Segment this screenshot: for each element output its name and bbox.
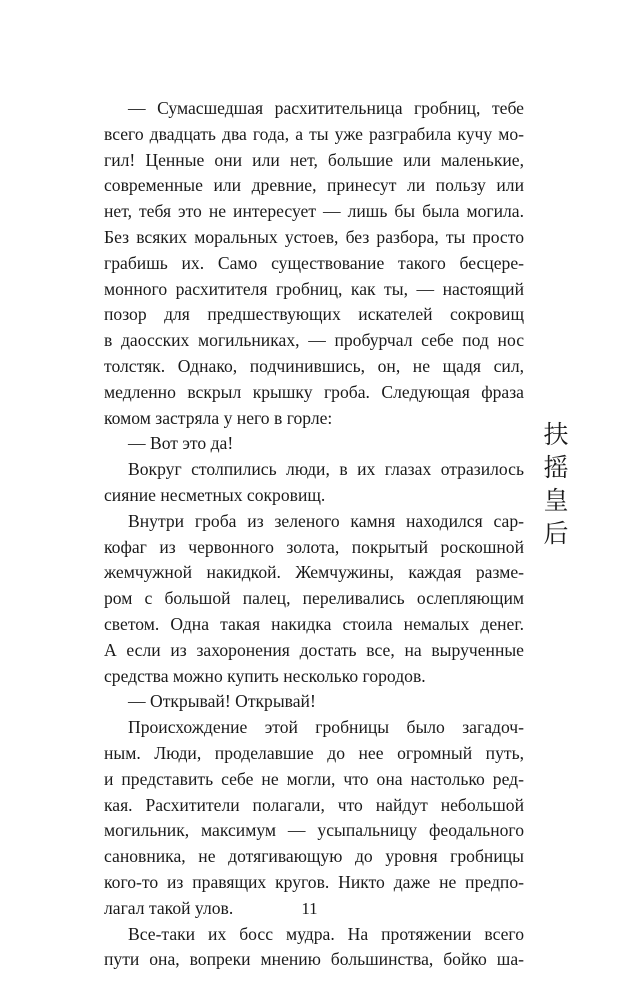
text-line: медленно вскрыл крышку гроба. Следующая фраза: [104, 381, 524, 402]
text-line: светом. Одна такая накидка стоила немалых денег.: [104, 613, 524, 634]
side-title-char: 扶: [543, 420, 569, 449]
text-line: сановника, не дотягивающую до уровня гробницы: [104, 846, 524, 867]
text-line: Вокруг столпились люди, в их глазах отразилось: [128, 459, 524, 480]
text-line: гил! Ценные они или нет, большие или маленькие,: [104, 149, 524, 170]
text-line: позор для предшествующих искателей сокровищ: [104, 304, 524, 325]
text-line: нет, тебя это не интересует — лишь бы была могила.: [104, 201, 524, 222]
text-line: Все-таки их босс мудра. На протяжении всего: [128, 923, 524, 944]
text-line: — Сумасшедшая расхитительница гробниц, тебе: [128, 98, 524, 118]
text-line: ром с большой палец, переливались ослепляющим: [104, 588, 524, 609]
text-line: и представить себе не могли, что она настолько ред-: [104, 768, 524, 789]
body-text: [104, 96, 524, 973]
text-line: кого-то из правящих кругов. Никто даже не предпо-: [104, 871, 524, 892]
text-line: могильник, максимум — усыпальницу феодального: [104, 820, 524, 841]
text-line: комом застряла у него в горле:: [104, 407, 333, 428]
text-line: ным. Люди, проделавшие до нее огромный путь,: [104, 742, 524, 763]
text-line: всего двадцать два года, а ты уже разграбила кучу мо-: [104, 123, 524, 144]
text-line: кофаг из червонного золота, покрытый роскошной: [104, 536, 524, 557]
text-line: А если из захоронения достать все, на вырученные: [104, 639, 524, 660]
text-line: монного расхитителя гробниц, как ты, — настоящий: [104, 278, 524, 299]
text-line: лагал такой улов.: [104, 897, 234, 918]
side-title-char: 摇: [543, 453, 569, 482]
text-line: кая. Расхитители полагали, что найдут небольшой: [104, 794, 524, 815]
text-line: в даосских могильниках, — пробурчал себе под нос: [104, 330, 524, 351]
text-line: Без всяких моральных устоев, без разбора, ты просто: [104, 226, 524, 247]
text-line: средства можно купить несколько городов.: [104, 665, 426, 686]
text-line: — Открывай! Открывай!: [128, 691, 316, 712]
text-line: Внутри гроба из зеленого камня находился сар-: [128, 510, 524, 531]
text-line: грабишь их. Само существование такого бесцере-: [104, 252, 524, 273]
text-line: сияние несметных сокровищ.: [104, 484, 326, 505]
text-line: жемчужной накидкой. Жемчужины, каждая разме-: [104, 562, 524, 583]
side-title-char: 皇: [543, 486, 569, 515]
text-line: — Вот это да!: [128, 433, 234, 454]
side-title-char: 后: [543, 519, 569, 548]
page-number: 11: [301, 899, 318, 918]
side-book-title: [536, 418, 576, 550]
text-line: толстяк. Однако, подчинившись, он, не щадя сил,: [104, 355, 524, 376]
text-line: пути она, вопреки мнению большинства, бойко ша-: [104, 949, 524, 970]
text-line: современные или древние, принесут ли пользу или: [104, 175, 524, 196]
text-line: Происхождение этой гробницы было загадоч-: [128, 717, 524, 738]
